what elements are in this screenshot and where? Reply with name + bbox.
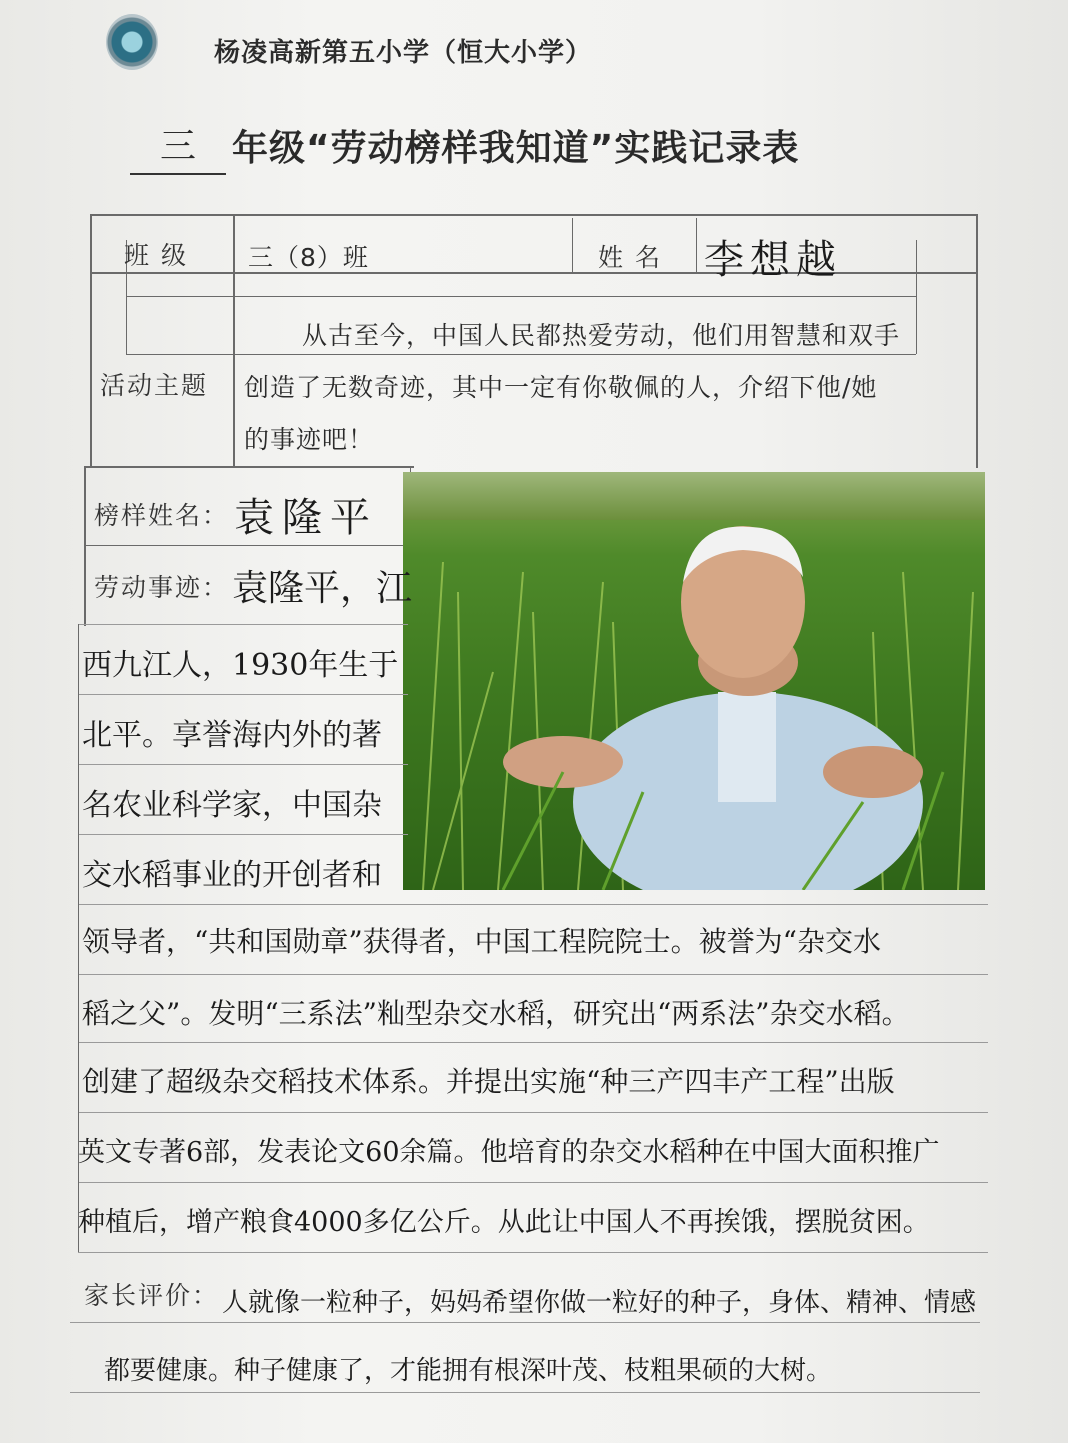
deeds-line-7: 稻之父”。发明“三系法”籼型杂交水稻，研究出“两系法”杂交水稻。 (82, 997, 910, 1030)
deeds-line-3: 北平。享誉海内外的著 (82, 718, 382, 753)
theme-line-2: 创造了无数奇迹，其中一定有你敬佩的人，介绍下他/她 (244, 373, 878, 402)
name-label: 姓 名 (598, 243, 662, 272)
class-value: 三（8）班 (248, 243, 369, 272)
grade-fill: 三 (130, 118, 226, 175)
school-name: 杨凌高新第五小学（恒大小学） (214, 38, 593, 68)
deeds-line-6: 领导者，“共和国勋章”获得者，中国工程院院士。被誉为“杂交水 (82, 925, 881, 958)
class-label: 班 级 (124, 241, 188, 270)
model-name: 袁隆平 (234, 495, 378, 541)
parent-eval-label: 家长评价： (84, 1281, 220, 1310)
deeds-line-5: 交水稻事业的开创者和 (82, 858, 382, 893)
deeds-line-10: 种植后，增产粮食4000多亿公斤。从此让中国人不再挨饿，摆脱贫困。 (78, 1207, 930, 1238)
deeds-line-4: 名农业科学家，中国杂 (82, 788, 382, 823)
theme-line-1: 从古至今，中国人民都热爱劳动，他们用智慧和双手 (302, 321, 901, 350)
deeds-line-2: 西九江人，1930年生于 (82, 648, 399, 683)
deeds-label: 劳动事迹： (94, 573, 230, 602)
rice-field-illustration (403, 472, 985, 890)
model-name-label: 榜样姓名： (94, 501, 230, 530)
theme-line-3: 的事迹吧！ (244, 425, 375, 454)
rice-field-photo (403, 472, 985, 890)
form-title: 年级“劳动榜样我知道”实践记录表 (232, 128, 800, 169)
student-name: 李想越 (704, 237, 842, 283)
parent-eval-line-1: 人就像一粒种子，妈妈希望你做一粒好的种子，身体、精神、情感 (222, 1288, 977, 1318)
deeds-line-9: 英文专著6部，发表论文60余篇。他培育的杂交水稻种在中国大面积推广 (78, 1137, 940, 1168)
parent-eval-line-2: 都要健康。种子健康了，才能拥有根深叶茂、枝粗果硕的大树。 (104, 1356, 833, 1386)
theme-label: 活动主题 (100, 371, 209, 400)
school-logo (106, 14, 158, 70)
deeds-line-8: 创建了超级杂交稻技术体系。并提出实施“种三产四丰产工程”出版 (82, 1065, 895, 1098)
deeds-line-1: 袁隆平，江 (232, 568, 413, 609)
